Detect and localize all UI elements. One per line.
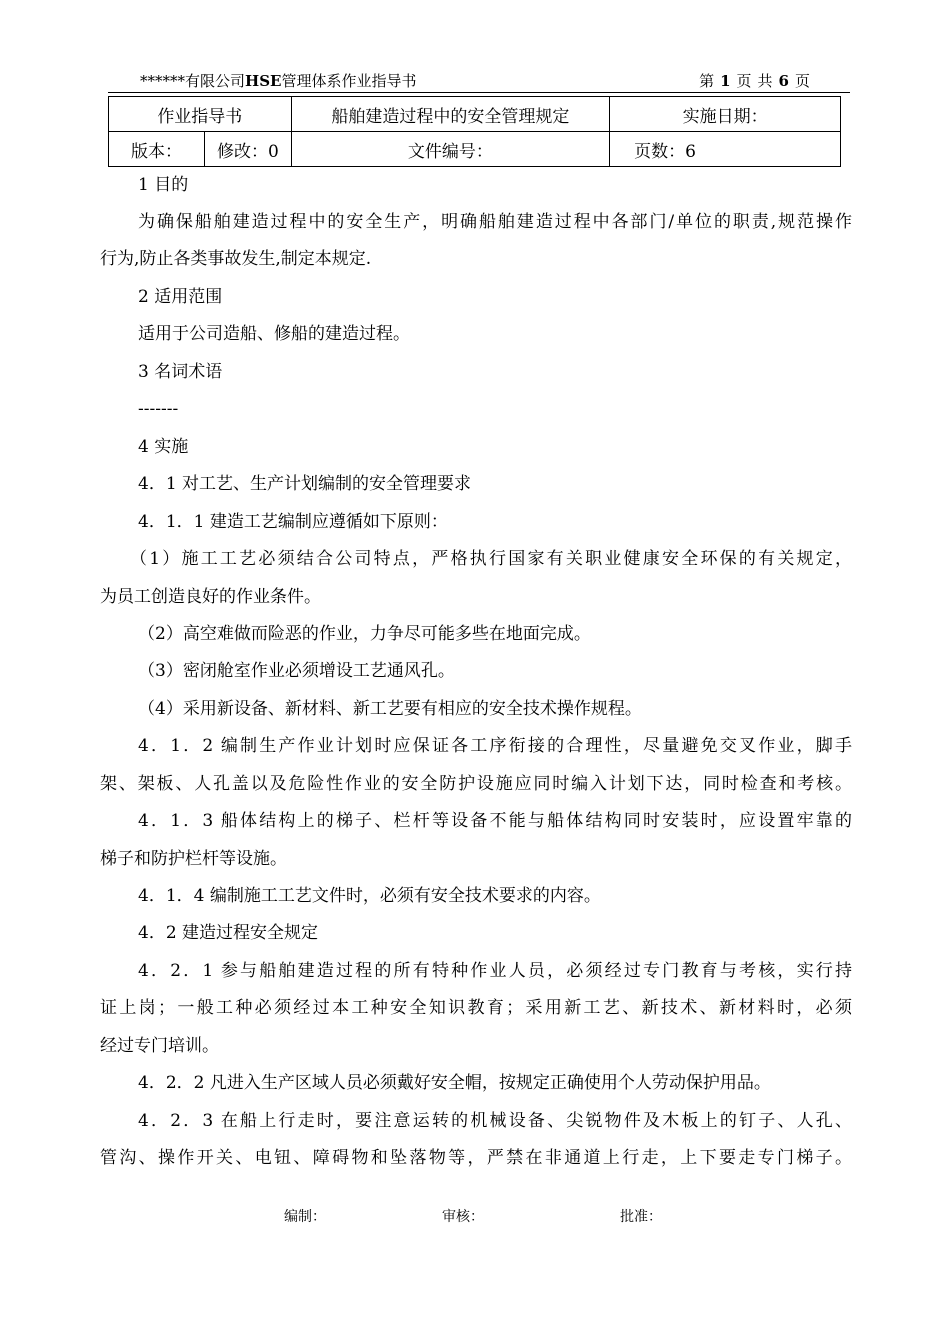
reviewed-by-label: 审核： [442, 1209, 484, 1225]
clause: 4．1．4 编制施工工艺文件时，必须有安全技术要求的内容。 [138, 886, 601, 906]
doc-title-cell: 船舶建造过程中的安全管理规定 [291, 97, 610, 132]
page-count-cell: 页数：6 [610, 132, 841, 167]
section-4-2-heading: 4．2 建造过程安全规定 [138, 923, 319, 943]
revision-cell: 修改：0 [205, 132, 292, 167]
clause-line: 经过专门培训。 [100, 1036, 219, 1056]
section-1-paragraph-line: 为确保船舶建造过程中的安全生产，明确船舶建造过程中各部门/单位的职责,规范操作 [138, 212, 852, 232]
section-3-heading: 3 名词术语 [138, 362, 223, 382]
section-2-paragraph: 适用于公司造船、修船的建造过程。 [138, 324, 410, 344]
document-info-table [108, 96, 841, 167]
clause-line: 4．2．1 参与船舶建造过程的所有特种作业人员，必须经过专门教育与考核，实行持 [138, 961, 852, 981]
section-1-heading: 1 目的 [138, 175, 189, 195]
page-header [108, 70, 850, 93]
company-manual-title: ******有限公司HSE管理体系作业指导书 [140, 72, 417, 90]
clause: 4．2．2 凡进入生产区域人员必须戴好安全帽，按规定正确使用个人劳动保护用品。 [138, 1073, 771, 1093]
clause-line: 梯子和防护栏杆等设施。 [100, 849, 287, 869]
section-4-1-heading: 4．1 对工艺、生产计划编制的安全管理要求 [138, 474, 472, 494]
clause-line: 4．1．2 编制生产作业计划时应保证各工序衔接的合理性，尽量避免交叉作业，脚手 [138, 736, 852, 756]
list-item-line: 为员工创造良好的作业条件。 [100, 587, 321, 607]
clause-line: 4．1．3 船体结构上的梯子、栏杆等设备不能与船体结构同时安装时，应设置牢靠的 [138, 811, 852, 831]
effective-date-cell: 实施日期： [610, 97, 841, 132]
doc-number-cell: 文件编号： [291, 132, 610, 167]
clause-line: 管沟、操作开关、电钮、障碍物和坠落物等，严禁在非通道上行走，上下要走专门梯子。 [100, 1148, 852, 1168]
clause-line: 4．2．3 在船上行走时，要注意运转的机械设备、尖锐物件及木板上的钉子、人孔、 [138, 1111, 852, 1131]
section-3-paragraph: ------- [138, 399, 179, 419]
section-4-1-1-heading: 4．1．1 建造工艺编制应遵循如下原则： [138, 512, 448, 532]
list-item-line: （1）施工工艺必须结合公司特点，严格执行国家有关职业健康安全环保的有关规定， [130, 549, 852, 569]
list-item: （3）密闭舱室作业必须增设工艺通风孔。 [138, 661, 455, 681]
signature-row [0, 1206, 950, 1228]
list-item: （4）采用新设备、新材料、新工艺要有相应的安全技术操作规程。 [138, 699, 642, 719]
list-item: （2）高空难做而险恶的作业，力争尽可能多些在地面完成。 [138, 624, 591, 644]
prepared-by-label: 编制： [284, 1209, 326, 1225]
clause-line: 架、架板、人孔盖以及危险性作业的安全防护设施应同时编入计划下达，同时检查和考核。 [100, 774, 852, 794]
approved-by-label: 批准： [620, 1209, 662, 1225]
page-indicator: 第 1 页 共 6 页 [699, 72, 810, 90]
doc-type-cell: 作业指导书 [109, 97, 292, 132]
clause-line: 证上岗；一般工种必须经过本工种安全知识教育；采用新工艺、新技术、新材料时，必须 [100, 998, 852, 1018]
version-cell: 版本： [109, 132, 205, 167]
section-1-paragraph-line: 行为,防止各类事故发生,制定本规定. [100, 249, 372, 269]
section-4-heading: 4 实施 [138, 437, 189, 457]
section-2-heading: 2 适用范围 [138, 287, 223, 307]
